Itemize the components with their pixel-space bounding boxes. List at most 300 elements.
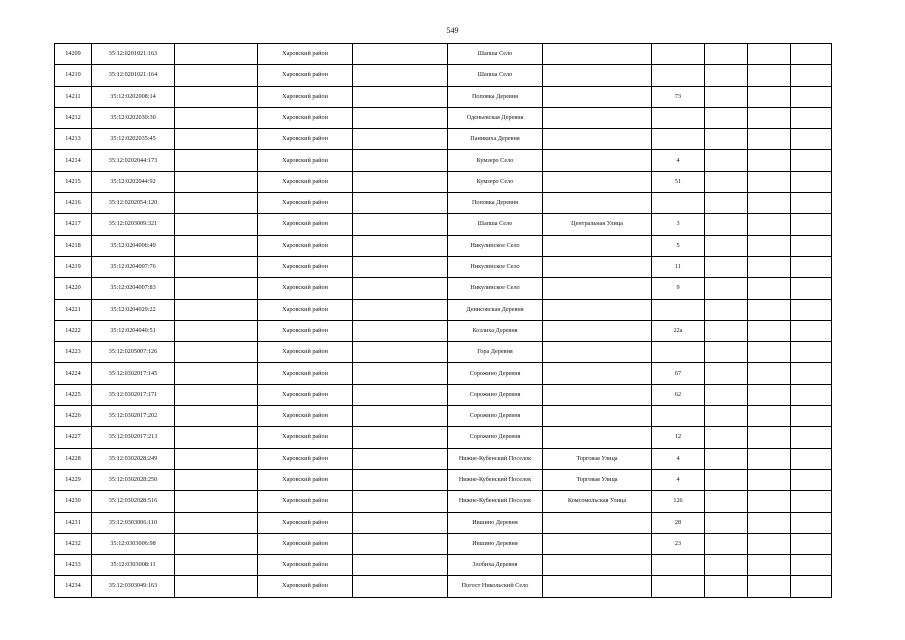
district-cell: Харовский район bbox=[258, 469, 353, 490]
cadastral-number-cell: 35:12:0302017:171 bbox=[92, 384, 175, 405]
cadastral-number-cell: 35:12:0302017:213 bbox=[92, 427, 175, 448]
empty-cell bbox=[353, 278, 448, 299]
empty-cell bbox=[748, 342, 791, 363]
empty-cell bbox=[748, 278, 791, 299]
house-number-cell bbox=[652, 44, 705, 65]
locality-cell: Ившино Деревня bbox=[448, 533, 543, 554]
district-cell: Харовский район bbox=[258, 491, 353, 512]
locality-cell: Поповка Деревня bbox=[448, 86, 543, 107]
row-number-cell: 14211 bbox=[55, 86, 92, 107]
cadastral-number-cell: 35:12:0201021:163 bbox=[92, 44, 175, 65]
empty-cell bbox=[175, 65, 258, 86]
house-number-cell: 62 bbox=[652, 384, 705, 405]
empty-cell bbox=[175, 342, 258, 363]
empty-cell bbox=[353, 193, 448, 214]
street-cell bbox=[543, 555, 652, 576]
district-cell: Харовский район bbox=[258, 448, 353, 469]
street-cell bbox=[543, 256, 652, 277]
empty-cell bbox=[791, 448, 832, 469]
row-number-cell: 14230 bbox=[55, 491, 92, 512]
empty-cell bbox=[353, 512, 448, 533]
locality-cell: Ившино Деревня bbox=[448, 512, 543, 533]
empty-cell bbox=[175, 320, 258, 341]
cadastral-number-cell: 35:12:0202054:120 bbox=[92, 193, 175, 214]
street-cell bbox=[543, 299, 652, 320]
table-row bbox=[55, 86, 832, 107]
street-cell bbox=[543, 65, 652, 86]
house-number-cell: 73 bbox=[652, 86, 705, 107]
table-row bbox=[55, 278, 832, 299]
empty-cell bbox=[791, 235, 832, 256]
empty-cell bbox=[748, 86, 791, 107]
district-cell: Харовский район bbox=[258, 427, 353, 448]
row-number-cell: 14225 bbox=[55, 384, 92, 405]
row-number-cell: 14220 bbox=[55, 278, 92, 299]
house-number-cell: 11 bbox=[652, 256, 705, 277]
locality-cell: Сорожино Деревня bbox=[448, 384, 543, 405]
empty-cell bbox=[705, 86, 748, 107]
cadastral-number-cell: 35:12:0202044:173 bbox=[92, 150, 175, 171]
empty-cell bbox=[353, 427, 448, 448]
empty-cell bbox=[748, 363, 791, 384]
table-row bbox=[55, 214, 832, 235]
empty-cell bbox=[748, 65, 791, 86]
empty-cell bbox=[353, 342, 448, 363]
district-cell: Харовский район bbox=[258, 129, 353, 150]
cadastral-number-cell: 35:12:0202044:92 bbox=[92, 171, 175, 192]
cadastral-number-cell: 35:12:0204007:76 bbox=[92, 256, 175, 277]
empty-cell bbox=[791, 512, 832, 533]
house-number-cell bbox=[652, 193, 705, 214]
street-cell: Центральная Улица bbox=[543, 214, 652, 235]
locality-cell: Нижне-Кубенский Поселок bbox=[448, 448, 543, 469]
row-number-cell: 14216 bbox=[55, 193, 92, 214]
empty-cell bbox=[705, 107, 748, 128]
street-cell bbox=[543, 533, 652, 554]
empty-cell bbox=[705, 491, 748, 512]
table-row bbox=[55, 363, 832, 384]
house-number-cell: 23 bbox=[652, 533, 705, 554]
empty-cell bbox=[748, 427, 791, 448]
empty-cell bbox=[353, 129, 448, 150]
empty-cell bbox=[705, 427, 748, 448]
row-number-cell: 14228 bbox=[55, 448, 92, 469]
table-row bbox=[55, 448, 832, 469]
locality-cell: Гора Деревня bbox=[448, 342, 543, 363]
empty-cell bbox=[353, 107, 448, 128]
district-cell: Харовский район bbox=[258, 107, 353, 128]
cadastral-number-cell: 35:12:0303008:11 bbox=[92, 555, 175, 576]
cadastral-number-cell: 35:12:0302017:145 bbox=[92, 363, 175, 384]
empty-cell bbox=[705, 469, 748, 490]
empty-cell bbox=[353, 44, 448, 65]
locality-cell: Нижне-Кубенский Поселок bbox=[448, 469, 543, 490]
row-number-cell: 14213 bbox=[55, 129, 92, 150]
district-cell: Харовский район bbox=[258, 193, 353, 214]
empty-cell bbox=[353, 533, 448, 554]
empty-cell bbox=[791, 107, 832, 128]
row-number-cell: 14227 bbox=[55, 427, 92, 448]
house-number-cell: 67 bbox=[652, 363, 705, 384]
row-number-cell: 14219 bbox=[55, 256, 92, 277]
row-number-cell: 14232 bbox=[55, 533, 92, 554]
street-cell bbox=[543, 342, 652, 363]
cadastral-number-cell: 35:12:0302028:250 bbox=[92, 469, 175, 490]
street-cell bbox=[543, 512, 652, 533]
empty-cell bbox=[791, 533, 832, 554]
empty-cell bbox=[748, 107, 791, 128]
cadastral-number-cell: 35:12:0302017:202 bbox=[92, 406, 175, 427]
empty-cell bbox=[791, 342, 832, 363]
empty-cell bbox=[705, 256, 748, 277]
street-cell bbox=[543, 86, 652, 107]
locality-cell: Нижне-Кубенский Поселок bbox=[448, 491, 543, 512]
empty-cell bbox=[748, 491, 791, 512]
row-number-cell: 14226 bbox=[55, 406, 92, 427]
locality-cell: Паникиха Деревня bbox=[448, 129, 543, 150]
street-cell bbox=[543, 427, 652, 448]
row-number-cell: 14212 bbox=[55, 107, 92, 128]
house-number-cell bbox=[652, 576, 705, 597]
empty-cell bbox=[791, 299, 832, 320]
empty-cell bbox=[353, 214, 448, 235]
empty-cell bbox=[791, 427, 832, 448]
house-number-cell: 9 bbox=[652, 278, 705, 299]
empty-cell bbox=[748, 320, 791, 341]
cadastral-number-cell: 35:12:0202030:30 bbox=[92, 107, 175, 128]
cadastral-number-cell: 35:12:0302028:249 bbox=[92, 448, 175, 469]
empty-cell bbox=[175, 491, 258, 512]
row-number-cell: 14210 bbox=[55, 65, 92, 86]
empty-cell bbox=[791, 150, 832, 171]
house-number-cell: 22а bbox=[652, 320, 705, 341]
empty-cell bbox=[353, 150, 448, 171]
empty-cell bbox=[705, 150, 748, 171]
street-cell bbox=[543, 129, 652, 150]
empty-cell bbox=[353, 299, 448, 320]
locality-cell: Шапша Село bbox=[448, 44, 543, 65]
row-number-cell: 14209 bbox=[55, 44, 92, 65]
table-row bbox=[55, 193, 832, 214]
empty-cell bbox=[353, 256, 448, 277]
empty-cell bbox=[705, 342, 748, 363]
empty-cell bbox=[353, 576, 448, 597]
table-row bbox=[55, 44, 832, 65]
table-row bbox=[55, 342, 832, 363]
empty-cell bbox=[705, 278, 748, 299]
empty-cell bbox=[791, 129, 832, 150]
district-cell: Харовский район bbox=[258, 555, 353, 576]
house-number-cell: 4 bbox=[652, 448, 705, 469]
street-cell bbox=[543, 193, 652, 214]
empty-cell bbox=[791, 469, 832, 490]
street-cell bbox=[543, 406, 652, 427]
locality-cell: Козлиха Деревня bbox=[448, 320, 543, 341]
empty-cell bbox=[791, 256, 832, 277]
row-number-cell: 14221 bbox=[55, 299, 92, 320]
cadastral-number-cell: 35:12:0204040:51 bbox=[92, 320, 175, 341]
empty-cell bbox=[791, 86, 832, 107]
locality-cell: Оденьевская Деревня bbox=[448, 107, 543, 128]
empty-cell bbox=[705, 193, 748, 214]
street-cell: Торговая Улица bbox=[543, 469, 652, 490]
row-number-cell: 14217 bbox=[55, 214, 92, 235]
empty-cell bbox=[748, 448, 791, 469]
row-number-cell: 14231 bbox=[55, 512, 92, 533]
empty-cell bbox=[175, 363, 258, 384]
empty-cell bbox=[353, 320, 448, 341]
empty-cell bbox=[175, 129, 258, 150]
empty-cell bbox=[353, 469, 448, 490]
empty-cell bbox=[748, 193, 791, 214]
empty-cell bbox=[748, 129, 791, 150]
empty-cell bbox=[791, 193, 832, 214]
locality-cell: Сорожино Деревня bbox=[448, 406, 543, 427]
cadastral-number-cell: 35:12:0303006:98 bbox=[92, 533, 175, 554]
empty-cell bbox=[353, 491, 448, 512]
district-cell: Харовский район bbox=[258, 320, 353, 341]
house-number-cell bbox=[652, 555, 705, 576]
locality-cell: Сорожино Деревня bbox=[448, 427, 543, 448]
empty-cell bbox=[705, 406, 748, 427]
empty-cell bbox=[175, 448, 258, 469]
street-cell: Комсомольская Улица bbox=[543, 491, 652, 512]
cadastral-number-cell: 35:12:0204029:22 bbox=[92, 299, 175, 320]
empty-cell bbox=[748, 256, 791, 277]
empty-cell bbox=[705, 555, 748, 576]
table-row bbox=[55, 150, 832, 171]
table-row bbox=[55, 65, 832, 86]
row-number-cell: 14214 bbox=[55, 150, 92, 171]
empty-cell bbox=[791, 363, 832, 384]
house-number-cell: 5 bbox=[652, 235, 705, 256]
locality-cell: Шапша Село bbox=[448, 214, 543, 235]
empty-cell bbox=[748, 384, 791, 405]
empty-cell bbox=[705, 235, 748, 256]
table-row bbox=[55, 256, 832, 277]
empty-cell bbox=[748, 576, 791, 597]
empty-cell bbox=[791, 406, 832, 427]
empty-cell bbox=[791, 491, 832, 512]
empty-cell bbox=[175, 384, 258, 405]
empty-cell bbox=[175, 256, 258, 277]
empty-cell bbox=[353, 86, 448, 107]
table-row bbox=[55, 171, 832, 192]
locality-cell: Поповка Деревня bbox=[448, 193, 543, 214]
empty-cell bbox=[791, 576, 832, 597]
locality-cell: Денисовская Деревня bbox=[448, 299, 543, 320]
table-row bbox=[55, 555, 832, 576]
registry-rows bbox=[55, 44, 832, 598]
empty-cell bbox=[791, 65, 832, 86]
table-row bbox=[55, 107, 832, 128]
empty-cell bbox=[175, 150, 258, 171]
street-cell bbox=[543, 44, 652, 65]
empty-cell bbox=[175, 299, 258, 320]
row-number-cell: 14215 bbox=[55, 171, 92, 192]
cadastral-number-cell: 35:12:0303006:110 bbox=[92, 512, 175, 533]
street-cell bbox=[543, 384, 652, 405]
locality-cell: Злобиха Деревня bbox=[448, 555, 543, 576]
locality-cell: Кумзеро Село bbox=[448, 150, 543, 171]
empty-cell bbox=[175, 193, 258, 214]
district-cell: Харовский район bbox=[258, 363, 353, 384]
empty-cell bbox=[705, 448, 748, 469]
empty-cell bbox=[748, 214, 791, 235]
house-number-cell: 4 bbox=[652, 469, 705, 490]
cadastral-number-cell: 35:12:0202008:14 bbox=[92, 86, 175, 107]
empty-cell bbox=[791, 384, 832, 405]
empty-cell bbox=[705, 320, 748, 341]
table-row bbox=[55, 576, 832, 597]
district-cell: Харовский район bbox=[258, 299, 353, 320]
district-cell: Харовский район bbox=[258, 235, 353, 256]
empty-cell bbox=[353, 363, 448, 384]
street-cell bbox=[543, 576, 652, 597]
district-cell: Харовский район bbox=[258, 384, 353, 405]
table-row bbox=[55, 320, 832, 341]
empty-cell bbox=[353, 384, 448, 405]
empty-cell bbox=[705, 512, 748, 533]
cadastral-number-cell: 35:12:0203009:321 bbox=[92, 214, 175, 235]
empty-cell bbox=[175, 555, 258, 576]
table-row bbox=[55, 427, 832, 448]
cadastral-number-cell: 35:12:0204006:49 bbox=[92, 235, 175, 256]
empty-cell bbox=[748, 235, 791, 256]
locality-cell: Никулинское Село bbox=[448, 278, 543, 299]
registry-table bbox=[54, 43, 832, 598]
locality-cell: Погост Никольский Село bbox=[448, 576, 543, 597]
empty-cell bbox=[175, 469, 258, 490]
empty-cell bbox=[748, 469, 791, 490]
house-number-cell bbox=[652, 406, 705, 427]
cadastral-number-cell: 35:12:0204007:83 bbox=[92, 278, 175, 299]
locality-cell: Кумзеро Село bbox=[448, 171, 543, 192]
empty-cell bbox=[791, 320, 832, 341]
empty-cell bbox=[175, 171, 258, 192]
street-cell bbox=[543, 107, 652, 128]
street-cell bbox=[543, 363, 652, 384]
empty-cell bbox=[705, 576, 748, 597]
street-cell bbox=[543, 150, 652, 171]
house-number-cell: 4 bbox=[652, 150, 705, 171]
empty-cell bbox=[748, 512, 791, 533]
empty-cell bbox=[705, 65, 748, 86]
empty-cell bbox=[353, 555, 448, 576]
empty-cell bbox=[175, 406, 258, 427]
empty-cell bbox=[353, 65, 448, 86]
empty-cell bbox=[353, 406, 448, 427]
empty-cell bbox=[748, 171, 791, 192]
table-row bbox=[55, 384, 832, 405]
house-number-cell bbox=[652, 65, 705, 86]
empty-cell bbox=[175, 86, 258, 107]
empty-cell bbox=[175, 512, 258, 533]
district-cell: Харовский район bbox=[258, 150, 353, 171]
locality-cell: Никулинское Село bbox=[448, 235, 543, 256]
empty-cell bbox=[353, 235, 448, 256]
empty-cell bbox=[705, 44, 748, 65]
house-number-cell: 28 bbox=[652, 512, 705, 533]
empty-cell bbox=[705, 533, 748, 554]
street-cell: Торговая Улица bbox=[543, 448, 652, 469]
empty-cell bbox=[175, 576, 258, 597]
empty-cell bbox=[791, 214, 832, 235]
empty-cell bbox=[705, 384, 748, 405]
empty-cell bbox=[748, 533, 791, 554]
street-cell bbox=[543, 235, 652, 256]
house-number-cell bbox=[652, 342, 705, 363]
row-number-cell: 14223 bbox=[55, 342, 92, 363]
district-cell: Харовский район bbox=[258, 576, 353, 597]
empty-cell bbox=[705, 299, 748, 320]
empty-cell bbox=[748, 299, 791, 320]
district-cell: Харовский район bbox=[258, 278, 353, 299]
district-cell: Харовский район bbox=[258, 406, 353, 427]
empty-cell bbox=[705, 363, 748, 384]
empty-cell bbox=[791, 44, 832, 65]
locality-cell: Никулинское Село bbox=[448, 256, 543, 277]
house-number-cell: 12 bbox=[652, 427, 705, 448]
row-number-cell: 14229 bbox=[55, 469, 92, 490]
district-cell: Харовский район bbox=[258, 171, 353, 192]
table-row bbox=[55, 512, 832, 533]
cadastral-number-cell: 35:12:0205007:126 bbox=[92, 342, 175, 363]
empty-cell bbox=[175, 533, 258, 554]
page-number: 549 bbox=[446, 26, 459, 35]
house-number-cell: 3 bbox=[652, 214, 705, 235]
district-cell: Харовский район bbox=[258, 342, 353, 363]
empty-cell bbox=[353, 171, 448, 192]
cadastral-number-cell: 35:12:0302028:516 bbox=[92, 491, 175, 512]
empty-cell bbox=[705, 214, 748, 235]
empty-cell bbox=[705, 129, 748, 150]
empty-cell bbox=[175, 214, 258, 235]
row-number-cell: 14233 bbox=[55, 555, 92, 576]
empty-cell bbox=[175, 278, 258, 299]
empty-cell bbox=[175, 107, 258, 128]
district-cell: Харовский район bbox=[258, 44, 353, 65]
cadastral-number-cell: 35:12:0303049:163 bbox=[92, 576, 175, 597]
row-number-cell: 14224 bbox=[55, 363, 92, 384]
row-number-cell: 14222 bbox=[55, 320, 92, 341]
empty-cell bbox=[748, 44, 791, 65]
table-row bbox=[55, 533, 832, 554]
cadastral-number-cell: 35:12:0201021:164 bbox=[92, 65, 175, 86]
house-number-cell bbox=[652, 107, 705, 128]
locality-cell: Шапша Село bbox=[448, 65, 543, 86]
locality-cell: Сорожино Деревня bbox=[448, 363, 543, 384]
table-row bbox=[55, 299, 832, 320]
district-cell: Харовский район bbox=[258, 65, 353, 86]
street-cell bbox=[543, 278, 652, 299]
district-cell: Харовский район bbox=[258, 533, 353, 554]
table-row bbox=[55, 406, 832, 427]
table-row bbox=[55, 129, 832, 150]
house-number-cell: 126 bbox=[652, 491, 705, 512]
row-number-cell: 14234 bbox=[55, 576, 92, 597]
row-number-cell: 14218 bbox=[55, 235, 92, 256]
empty-cell bbox=[175, 427, 258, 448]
empty-cell bbox=[748, 406, 791, 427]
table-row bbox=[55, 491, 832, 512]
empty-cell bbox=[353, 448, 448, 469]
empty-cell bbox=[175, 235, 258, 256]
street-cell bbox=[543, 171, 652, 192]
house-number-cell: 51 bbox=[652, 171, 705, 192]
empty-cell bbox=[791, 555, 832, 576]
empty-cell bbox=[748, 150, 791, 171]
